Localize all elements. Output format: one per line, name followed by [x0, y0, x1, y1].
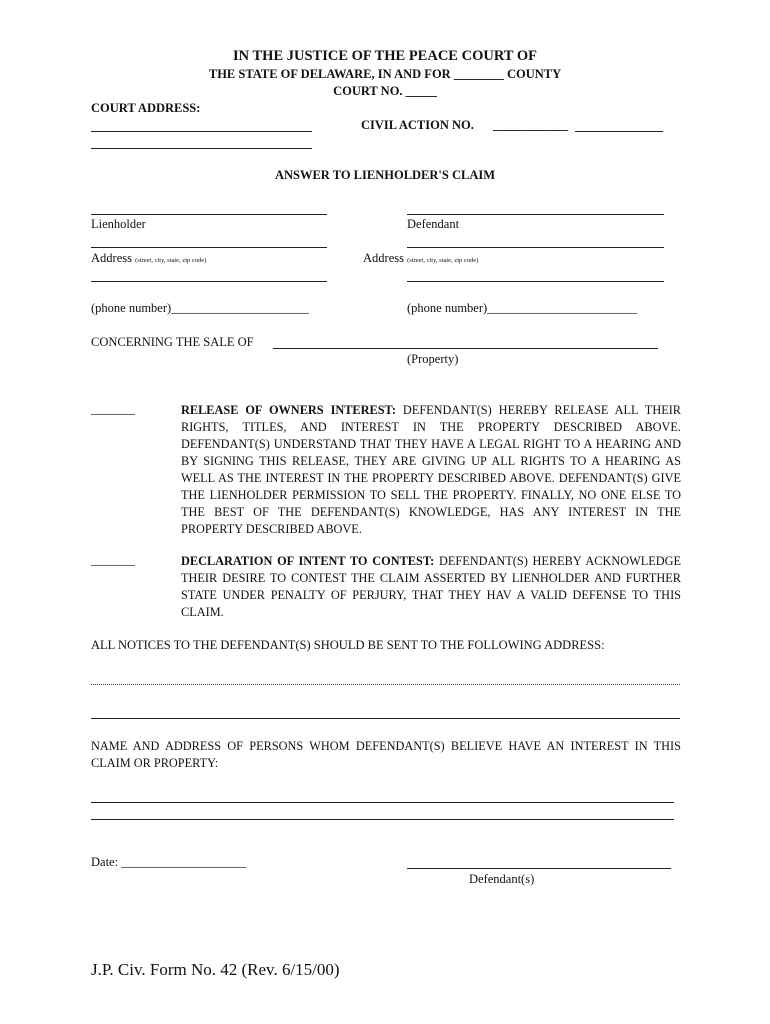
property-caption: (Property) — [407, 352, 459, 366]
civil-action-label: CIVIL ACTION NO. — [361, 118, 474, 132]
defendant-address-line-1[interactable] — [407, 247, 664, 248]
interested-persons-line-1[interactable] — [91, 802, 674, 803]
release-checkbox-blank[interactable]: _______ — [91, 402, 135, 416]
contest-text: DEFENDANT(S) HEREBY ACKNOWLEDGE THEIR DESIRE TO CONTEST THE CLAIM ASSERTED BY LIENHOLDER AND FURTHER STATE UNDER PENALTY OF PERJURY, THAT THEY HAV A VALID DEFENSE TO THIS CLAIM. — [181, 554, 681, 619]
civil-action-line-extension — [575, 131, 663, 132]
form-number-footer: J.P. Civ. Form No. 42 (Rev. 6/15/00) — [91, 960, 340, 979]
date-blank[interactable]: ____________________ — [121, 855, 247, 869]
defendant-name-line[interactable] — [407, 214, 664, 215]
form-title: ANSWER TO LIENHOLDER'S CLAIM — [274, 168, 496, 182]
lienholder-phone[interactable] — [91, 301, 309, 316]
court-address-line-1[interactable] — [91, 131, 312, 132]
court-number-label: COURT NO. — [333, 84, 403, 98]
notices-address-line-2[interactable] — [91, 718, 680, 719]
sale-label: CONCERNING THE SALE OF — [91, 335, 254, 349]
contest-checkbox-blank[interactable]: _______ — [91, 553, 135, 567]
lienholder-address-line-2[interactable] — [91, 281, 327, 282]
defendant-label: Defendant — [407, 217, 460, 231]
interested-persons-line-2[interactable] — [91, 819, 674, 820]
court-title: IN THE JUSTICE OF THE PEACE COURT OF — [233, 48, 537, 64]
release-paragraph — [181, 402, 681, 538]
contest-paragraph — [181, 553, 681, 621]
defendant-address-line-2[interactable] — [407, 281, 664, 282]
property-line[interactable] — [273, 348, 658, 349]
state-line-suffix: COUNTY — [506, 67, 562, 81]
court-address-label: COURT ADDRESS: — [91, 101, 201, 115]
phone-blank[interactable]: ______________________ — [171, 301, 309, 315]
defendant-signature-line[interactable] — [407, 868, 671, 869]
court-address-line-2[interactable] — [91, 148, 312, 149]
release-text: DEFENDANT(S) HEREBY RELEASE ALL THEIR RIGHTS, TITLES, AND INTEREST IN THE PROPERTY DESCRIBED ABOVE. DEFENDANT(S) UNDERSTAND THAT THEY HAVE A LEGAL RIGHT TO A HEARING AND BY SIGNING THIS RELEASE, THEY ARE GIVING UP ALL RIGHTS TO A HEARING AS WELL AS THE INTEREST IN THE PROPERTY DESCRIBED ABOVE. DEFENDANT(S) GIVE THE LIENHOLDER PERMISSION TO SELL THE PROPERTY. FINALLY, NO ONE ELSE TO THE BEST OF THE DEFENDANT(S) KNOWLEDGE, HAS ANY INTEREST IN THE PROPERTY DESCRIBED ABOVE. — [181, 403, 682, 536]
address-hint: (street, city, state, zip code) — [407, 257, 479, 264]
state-line-prefix: THE STATE OF DELAWARE, IN AND FOR — [208, 67, 451, 81]
date-field[interactable] — [91, 855, 246, 870]
defendant-address-label — [363, 251, 478, 266]
court-state-line — [0, 67, 770, 82]
lienholder-label: Lienholder — [91, 217, 146, 231]
lienholder-address-label — [91, 251, 206, 266]
address-label: Address — [363, 251, 404, 265]
lienholder-address-line-1[interactable] — [91, 247, 327, 248]
court-number-blank[interactable]: _____ — [405, 84, 437, 98]
defendant-phone[interactable] — [407, 301, 637, 316]
county-blank[interactable]: ________ — [453, 67, 504, 81]
contest-heading: DECLARATION OF INTENT TO CONTEST: — [181, 554, 435, 568]
interested-persons-text: NAME AND ADDRESS OF PERSONS WHOM DEFENDANT(S) BELIEVE HAVE AN INTEREST IN THIS CLAIM OR PROPERTY: — [91, 739, 681, 770]
notices-text: ALL NOTICES TO THE DEFENDANT(S) SHOULD BE SENT TO THE FOLLOWING ADDRESS: — [91, 638, 605, 652]
date-label: Date: — [91, 855, 119, 869]
notices-address-line-1[interactable] — [91, 684, 680, 685]
address-label: Address — [91, 251, 132, 265]
release-heading: RELEASE OF OWNERS INTEREST: — [181, 403, 396, 417]
address-hint: (street, city, state, zip code) — [135, 257, 207, 264]
lienholder-name-line[interactable] — [91, 214, 327, 215]
court-number-line — [0, 84, 770, 99]
phone-label: (phone number) — [91, 301, 172, 315]
defendants-caption: Defendant(s) — [469, 872, 535, 886]
phone-label: (phone number) — [407, 301, 488, 315]
civil-action-blank[interactable]: ____________ — [493, 118, 568, 132]
phone-blank[interactable]: ________________________ — [487, 301, 638, 315]
